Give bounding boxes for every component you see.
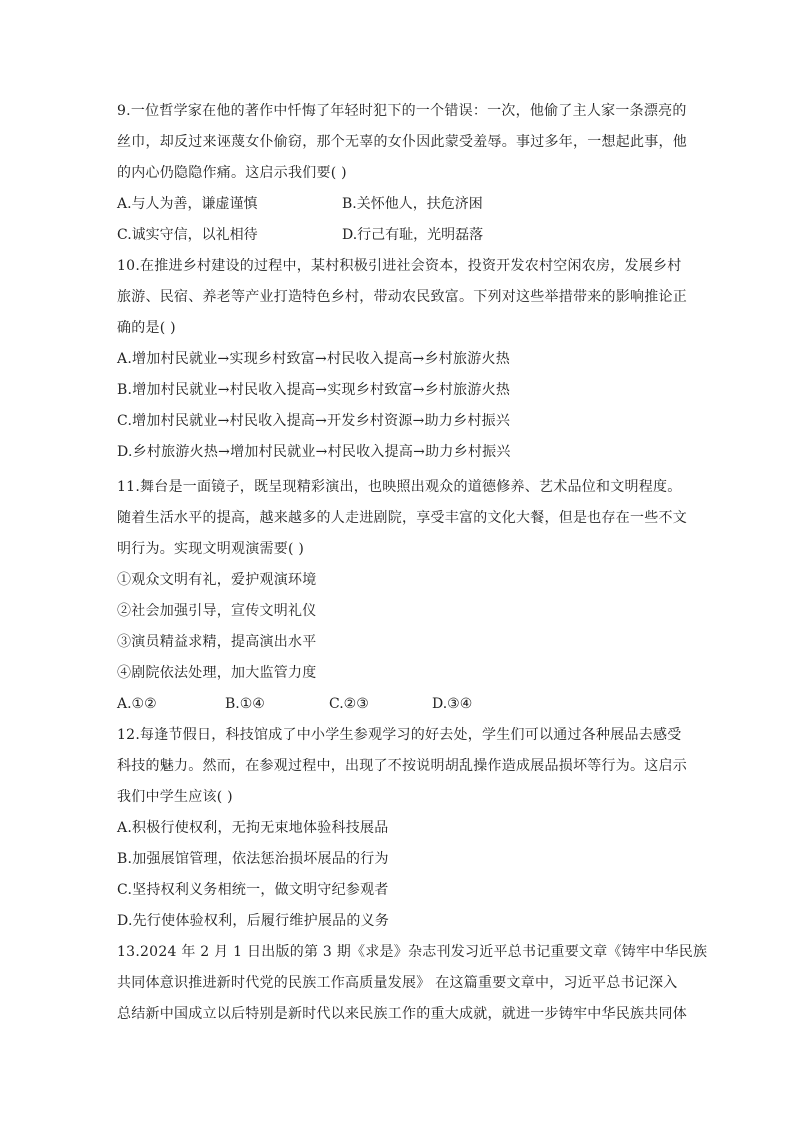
option-a: A.积极行使权利，无拘无束地体验科技展品 (117, 820, 389, 836)
option-b: B.增加村民就业→村民收入提高→实现乡村致富→乡村旅游火热 (117, 382, 511, 398)
question-stem-line: 旅游、民宿、养老等产业打造特色乡村，带动农民致富。下列对这些举措带来的影响推论正 (117, 289, 687, 305)
option-c: C.②③ (329, 696, 369, 712)
option-b: B.加强展馆管理，依法惩治损坏展品的行为 (117, 851, 389, 867)
question-12 (117, 720, 687, 937)
statement-1: ①观众文明有礼，爱护观演环境 (117, 572, 317, 588)
option-a: A.①② (117, 696, 157, 712)
question-stem-line: 共同体意识推进新时代党的民族工作高质量发展》 在这篇重要文章中，习近平总书记深入 (117, 975, 678, 991)
question-13 (117, 937, 708, 1030)
option-b: B.关怀他人，扶危济困 (342, 196, 483, 212)
option-c: C.坚持权利义务相统一，做文明守纪参观者 (117, 882, 389, 898)
question-11 (117, 472, 687, 720)
option-d: D.先行使体验权利，后履行维护展品的义务 (117, 913, 390, 929)
option-d: D.乡村旅游火热→增加村民就业→村民收入提高→助力乡村振兴 (117, 444, 511, 460)
question-stem-line: 12.每逢节假日，科技馆成了中小学生参观学习的好去处，学生们可以通过各种展品去感受 (117, 727, 682, 743)
statement-3: ③演员精益求精，提高演出水平 (117, 634, 317, 650)
question-stem-line: 总结新中国成立以后特别是新时代以来民族工作的重大成就，就进一步铸牢中华民族共同体 (117, 1006, 687, 1022)
option-row (117, 189, 682, 220)
option-c: C.诚实守信，以礼相待 (117, 227, 258, 243)
option-row (117, 689, 682, 720)
statement-2: ②社会加强引导，宣传文明礼仪 (117, 603, 317, 619)
question-stem-line: 明行为。实现文明观演需要( ) (117, 541, 305, 557)
option-c: C.增加村民就业→村民收入提高→开发乡村资源→助力乡村振兴 (117, 413, 511, 429)
statement-4: ④剧院依法处理，加大监管力度 (117, 665, 317, 681)
question-stem-line: 13.2024 年 2 月 1 日出版的第 3 期《求是》杂志刊发习近平总书记重要文章《铸牢中华民族 (117, 944, 708, 960)
option-b: B.①④ (225, 696, 265, 712)
question-9 (117, 96, 687, 251)
question-stem-line: 的内心仍隐隐作痛。这启示我们要( ) (117, 165, 347, 181)
option-a: A.与人为善，谦虚谨慎 (117, 196, 258, 212)
question-stem-line: 我们中学生应该( ) (117, 789, 233, 805)
question-stem-line: 9.一位哲学家在他的著作中忏悔了年轻时犯下的一个错误：一次，他偷了主人家一条漂亮的 (117, 103, 687, 119)
question-stem-line: 10.在推进乡村建设的过程中，某村积极引进社会资本，投资开发农村空闲农房，发展乡村 (117, 258, 682, 274)
option-d: D.行己有耻，光明磊落 (342, 227, 484, 243)
question-10 (117, 251, 687, 468)
option-d: D.③④ (432, 696, 473, 712)
question-stem-line: 丝巾，却反过来诬蔑女仆偷窃，那个无辜的女仆因此蒙受羞辱。事过多年，一想起此事，他 (117, 134, 687, 150)
question-stem-line: 随着生活水平的提高，越来越多的人走进剧院，享受丰富的文化大餐，但是也存在一些不文 (117, 510, 687, 526)
question-stem-line: 11.舞台是一面镜子，既呈现精彩演出，也映照出观众的道德修养、艺术品位和文明程度。 (117, 479, 682, 495)
question-stem-line: 科技的魅力。然而，在参观过程中，出现了不按说明胡乱操作造成展品损坏等行为。这启示 (117, 758, 687, 774)
option-a: A.增加村民就业→实现乡村致富→村民收入提高→乡村旅游火热 (117, 351, 511, 367)
question-stem-line: 确的是( ) (117, 320, 176, 336)
option-row (117, 220, 682, 251)
